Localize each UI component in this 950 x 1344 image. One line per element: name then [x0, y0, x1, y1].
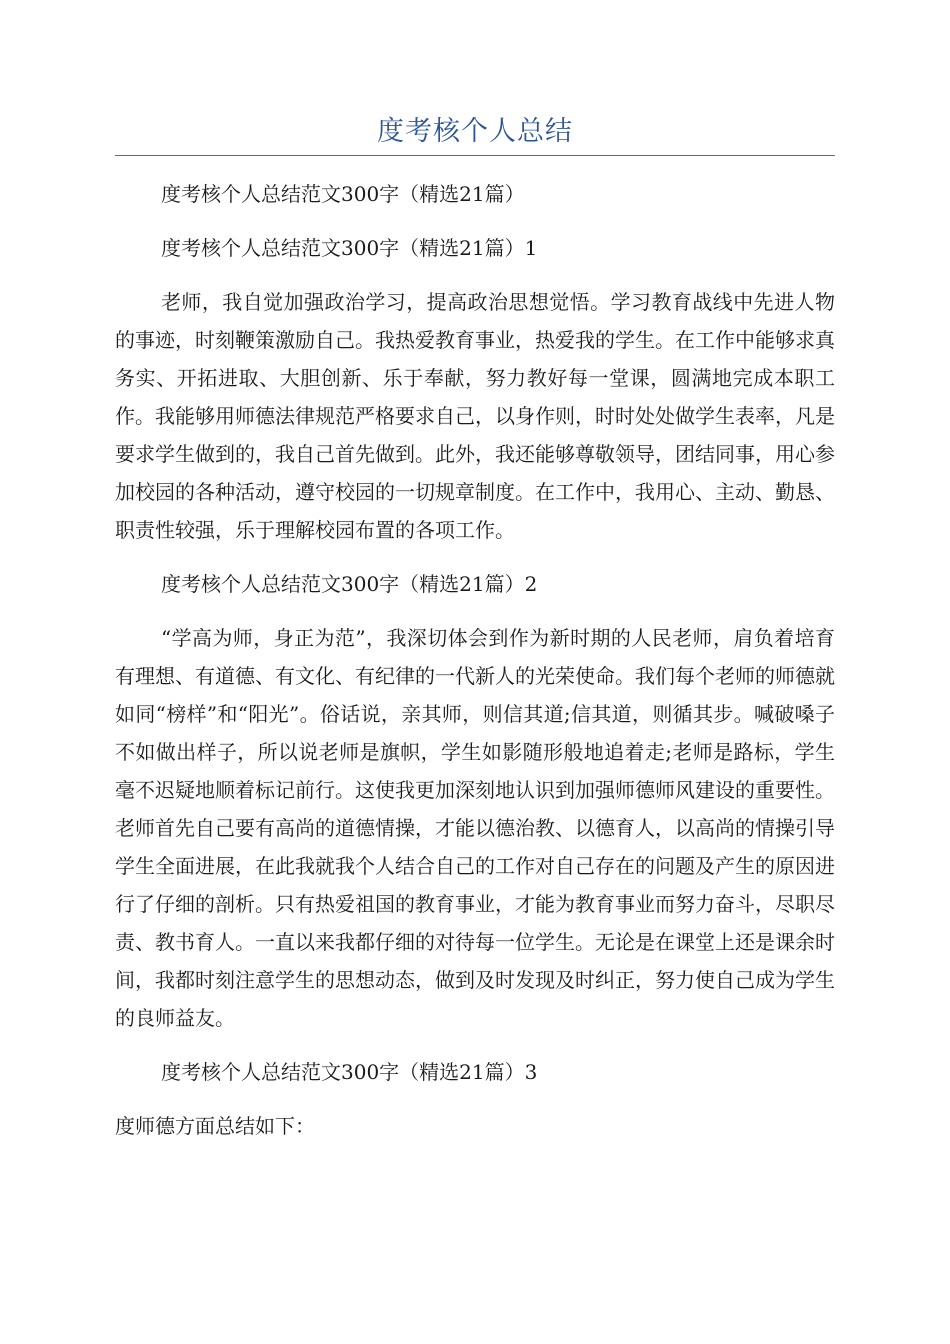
section-paragraph-1: 老师，我自觉加强政治学习，提高政治思想觉悟。学习教育战线中先进人物的事迹，时刻鞭策激励自己。我热爱教育事业，热爱我的学生。在工作中能够求真务实、开拓进取、大胆创新、乐于奉献，努力教好每一堂课，圆满地完成本职工作。我能够用师德法律规范严格要求自己，以身作则，时时处处做学生表率，凡是要求学生做到的，我自己首先做到。此外，我还能够尊敬领导，团结同事，用心参加校园的各种活动，遵守校园的一切规章制度。在工作中，我用心、主动、勤恳、职责性较强，乐于理解校园布置的各项工作。 [115, 290, 835, 542]
document-body [115, 175, 835, 1145]
section-paragraph-3: 度师德方面总结如下： [115, 1114, 315, 1138]
document-title: 度考核个人总结 [377, 116, 573, 147]
section-paragraph-2: “学高为师，身正为范”，我深切体会到作为新时期的人民老师，肩负着培育有理想、有道德、有文化、有纪律的一代新人的光荣使命。我们每个老师的师德就如同“榜样”和“阳光”。俗话说，亲其师，则信其道;信其道，则循其步。喊破嗓子不如做出样子，所以说老师是旗帜，学生如影随形般地追着走;老师是路标，学生毫不迟疑地顺着标记前行。这使我更加深刻地认识到加强师德师风建设的重要性。老师首先自己要有高尚的道德情操，才能以德治教、以德育人，以高尚的情操引导学生全面进展，在此我就我个人结合自己的工作对自己存在的问题及产生的原因进行了仔细的剖析。只有热爱祖国的教育事业，才能为教育事业而努力奋斗，尽职尽责、教书育人。一直以来我都仔细的对待每一位学生。无论是在课堂上还是课余时间，我都时刻注意学生的思想动态，做到及时发现及时纠正，努力使自己成为学生的良师益友。 [115, 626, 835, 1030]
document-subtitle: 度考核个人总结范文300字（精选21篇） [161, 182, 525, 206]
title-underline [115, 155, 835, 156]
section-heading-2: 度考核个人总结范文300字（精选21篇）2 [161, 572, 538, 596]
section-heading-3: 度考核个人总结范文300字（精选21篇）3 [161, 1060, 538, 1084]
section-heading-1: 度考核个人总结范文300字（精选21篇）1 [161, 236, 538, 260]
